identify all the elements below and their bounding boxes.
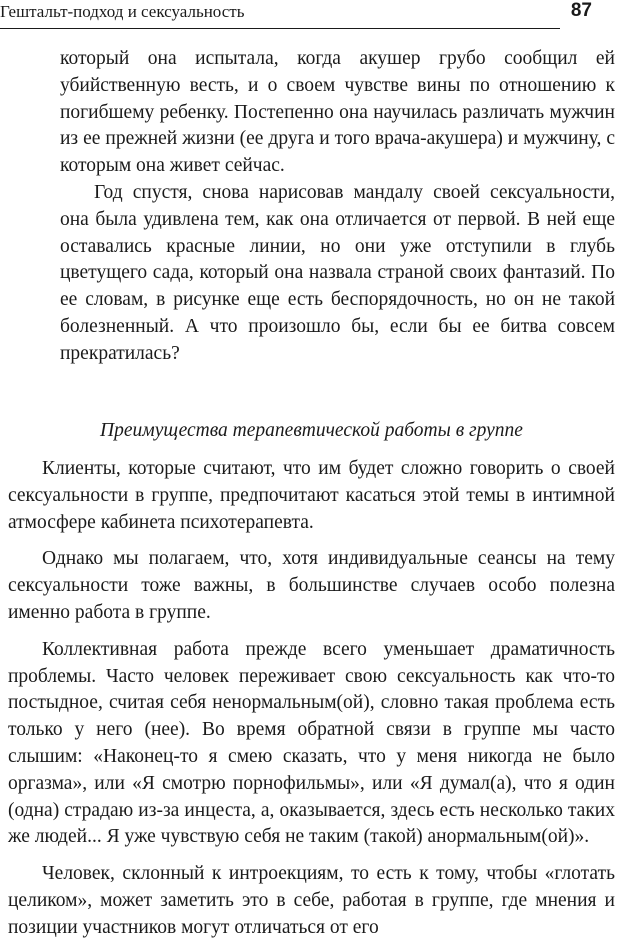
paragraph: Год спустя, снова нарисовав мандалу своей сексуальности, она была удивлена тем, как она отличается от первой. В ней еще оставались красные линии, но они уже отступили в глубь цветущего сада, который она назвала страной своих фантазий. По ее словам, в рисунке еще есть беспорядочность, но он не такой болезненный. А что произошло бы, если бы ее битва совсем прекратилась? — [60, 181, 615, 364]
page-number: 87 — [570, 0, 592, 21]
paragraph: Человек, склонный к интроекциям, то есть к тому, чтобы «глотать целиком», может заметить это в себе, работая в группе, где мнения и позиции участников могут отличаться от его — [8, 863, 615, 938]
paragraph: Клиенты, которые считают, что им будет сложно говорить о своей сексуальности в группе, предпочитают касаться этой темы в интимной атмосфере кабинета психотерапевта. — [8, 458, 615, 533]
paragraph: Коллективная работа прежде всего уменьшает драматичность проблемы. Часто человек переживает свою сексуальность как что-то постыдное, считая себя ненормальным(ой), словно такая проблема есть только у него (нее). Во время обратной связи в группе мы часто слышим: «Наконец-то я смею сказать, что у меня никогда не было оргазма», или «Я смотрю порнофильмы», или «Я думал(а), что я один (одна) страдаю из-за инцеста, а, оказывается, здесь есть несколько таких же людей... Я уже чувствую себя не таким (такой) анормальным(ой)». — [8, 638, 615, 848]
section-heading: Преимущества терапевтической работы в группе — [100, 420, 523, 441]
header-rule — [0, 28, 560, 29]
body-text-bottom — [8, 456, 615, 942]
running-title: Гештальт-подход и сексуальность — [0, 2, 245, 21]
paragraph: Однако мы полагаем, что, хотя индивидуальные сеансы на тему сексуальности тоже важны, в большинстве случаев особо полезна именно работа в группе. — [8, 548, 615, 623]
paragraph: который она испытала, когда акушер грубо сообщил ей убийственную весть, и о своем чувстве вины по отношению к погибшему ребенку. Постепенно она научилась различать мужчин из ее прежней жизни (ее друга и того врача-акушера) и мужчину, с которым она живет сейчас. — [60, 48, 615, 177]
running-header — [0, 0, 620, 30]
body-text-top — [60, 46, 615, 368]
